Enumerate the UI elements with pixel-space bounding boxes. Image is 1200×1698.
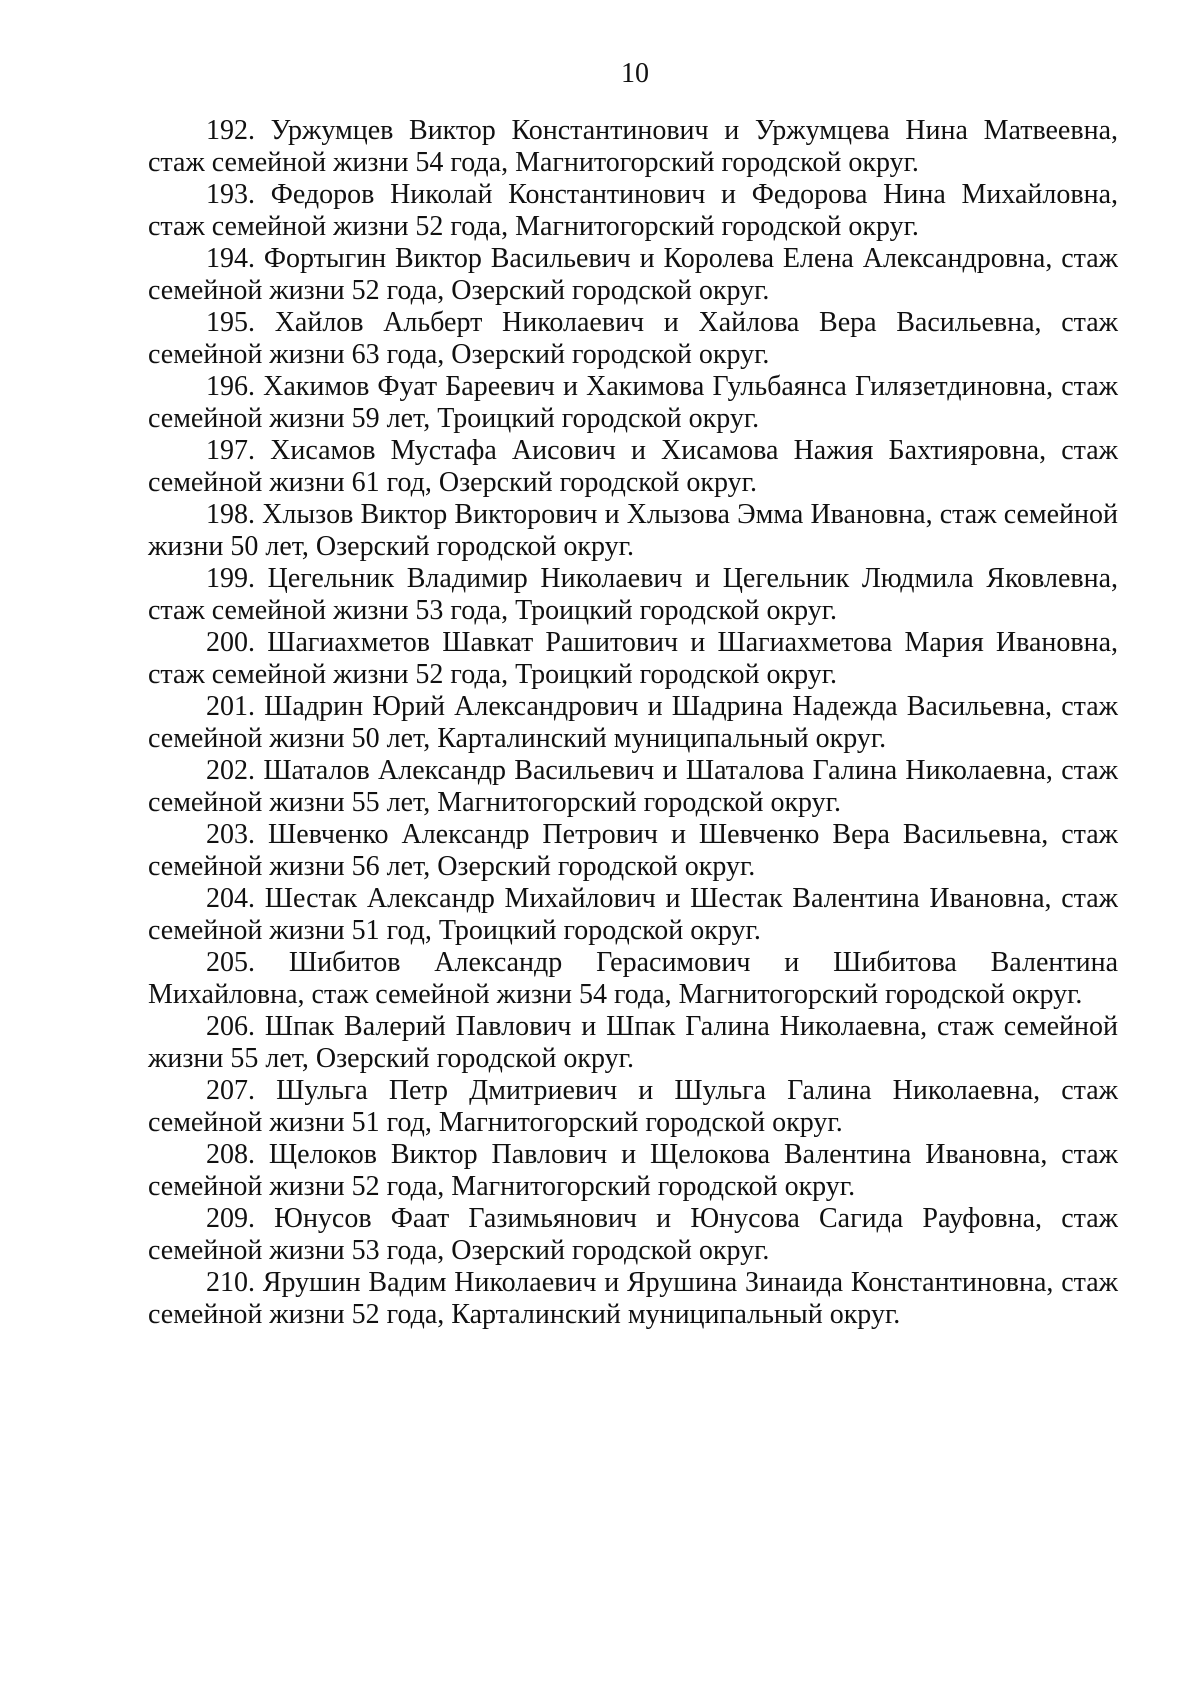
list-item <box>148 307 1118 371</box>
list-item <box>148 1075 1118 1139</box>
entry-number: 207. <box>206 1075 255 1106</box>
entry-number: 194. <box>206 243 255 274</box>
entry-text: Уржумцев Виктор Константинович и Уржумцева Нина Матвеевна, стаж семейной жизни 54 года, Магнитогорский городской округ. <box>148 115 1118 178</box>
entry-text: Хакимов Фуат Бареевич и Хакимова Гульбаянса Гилязетдиновна, стаж семейной жизни 59 лет, Троицкий городской округ. <box>148 371 1118 434</box>
list-item <box>148 1203 1118 1267</box>
list-item <box>148 499 1118 563</box>
page-number: 10 <box>621 58 649 89</box>
entry-number: 206. <box>206 1011 255 1042</box>
entry-number: 202. <box>206 755 255 786</box>
list-item <box>148 883 1118 947</box>
entry-text: Фортыгин Виктор Васильевич и Королева Елена Александровна, стаж семейной жизни 52 года, Озерский городской округ. <box>148 243 1119 306</box>
entry-number: 199. <box>206 563 255 594</box>
entry-text: Шестак Александр Михайлович и Шестак Валентина Ивановна, стаж семейной жизни 51 год, Троицкий городской округ. <box>148 883 1119 946</box>
entry-number: 195. <box>206 307 255 338</box>
entry-text: Шадрин Юрий Александрович и Шадрина Надежда Васильевна, стаж семейной жизни 50 лет, Карталинский муниципальный округ. <box>148 691 1118 754</box>
entry-number: 196. <box>206 371 255 402</box>
entry-text: Щелоков Виктор Павлович и Щелокова Валентина Ивановна, стаж семейной жизни 52 года, Магнитогорский городской округ. <box>148 1139 1118 1202</box>
entry-number: 200. <box>206 627 255 658</box>
entry-number: 193. <box>206 179 255 210</box>
list-item <box>148 371 1118 435</box>
list-item <box>148 819 1118 883</box>
entry-number: 209. <box>206 1203 255 1234</box>
entry-number: 201. <box>206 691 255 722</box>
list-item <box>148 1267 1118 1331</box>
list-item <box>148 1139 1118 1203</box>
entry-text: Юнусов Фаат Газимьянович и Юнусова Сагида Рауфовна, стаж семейной жизни 53 года, Озерский городской округ. <box>148 1203 1118 1266</box>
list-item <box>148 691 1118 755</box>
entry-text: Хлызов Виктор Викторович и Хлызова Эмма Ивановна, стаж семейной жизни 50 лет, Озерский городской округ. <box>148 499 1118 562</box>
entry-number: 203. <box>206 819 255 850</box>
entry-number: 198. <box>206 499 255 530</box>
list-item <box>148 179 1118 243</box>
entry-text: Федоров Николай Константинович и Федорова Нина Михайловна, стаж семейной жизни 52 года, Магнитогорский городской округ. <box>148 179 1119 242</box>
entry-text: Хисамов Мустафа Аисович и Хисамова Нажия Бахтияровна, стаж семейной жизни 61 год, Озерский городской округ. <box>148 435 1118 498</box>
entry-number: 192. <box>206 115 255 146</box>
list-item <box>148 243 1118 307</box>
entry-number: 197. <box>206 435 255 466</box>
list-item <box>148 947 1118 1011</box>
entry-number: 204. <box>206 883 255 914</box>
entry-text: Шульга Петр Дмитриевич и Шульга Галина Николаевна, стаж семейной жизни 51 год, Магнитогорский городской округ. <box>148 1075 1119 1138</box>
entry-text: Цегельник Владимир Николаевич и Цегельник Людмила Яковлевна, стаж семейной жизни 53 года, Троицкий городской округ. <box>148 563 1119 626</box>
entry-list <box>148 115 1118 1331</box>
list-item <box>148 1011 1118 1075</box>
list-item <box>148 115 1118 179</box>
entry-number: 210. <box>206 1267 255 1298</box>
list-item <box>148 435 1118 499</box>
list-item <box>148 563 1118 627</box>
list-item <box>148 755 1118 819</box>
entry-text: Шаталов Александр Васильевич и Шаталова Галина Николаевна, стаж семейной жизни 55 лет, Магнитогорский городской округ. <box>148 755 1118 818</box>
entry-text: Хайлов Альберт Николаевич и Хайлова Вера Васильевна, стаж семейной жизни 63 года, Озерский городской округ. <box>148 307 1119 370</box>
entry-text: Шевченко Александр Петрович и Шевченко Вера Васильевна, стаж семейной жизни 56 лет, Озерский городской округ. <box>148 819 1119 882</box>
list-item <box>148 627 1118 691</box>
entry-text: Шпак Валерий Павлович и Шпак Галина Николаевна, стаж семейной жизни 55 лет, Озерский городской округ. <box>148 1011 1119 1074</box>
entry-text: Шагиахметов Шавкат Рашитович и Шагиахметова Мария Ивановна, стаж семейной жизни 52 года, Троицкий городской округ. <box>148 627 1119 690</box>
entry-number: 208. <box>206 1139 255 1170</box>
entry-number: 205. <box>206 947 255 978</box>
entry-text: Шибитов Александр Герасимович и Шибитова Валентина Михайловна, стаж семейной жизни 54 года, Магнитогорский городской округ. <box>148 947 1119 1010</box>
entry-text: Ярушин Вадим Николаевич и Ярушина Зинаида Константиновна, стаж семейной жизни 52 года, Карталинский муниципальный округ. <box>148 1267 1118 1330</box>
